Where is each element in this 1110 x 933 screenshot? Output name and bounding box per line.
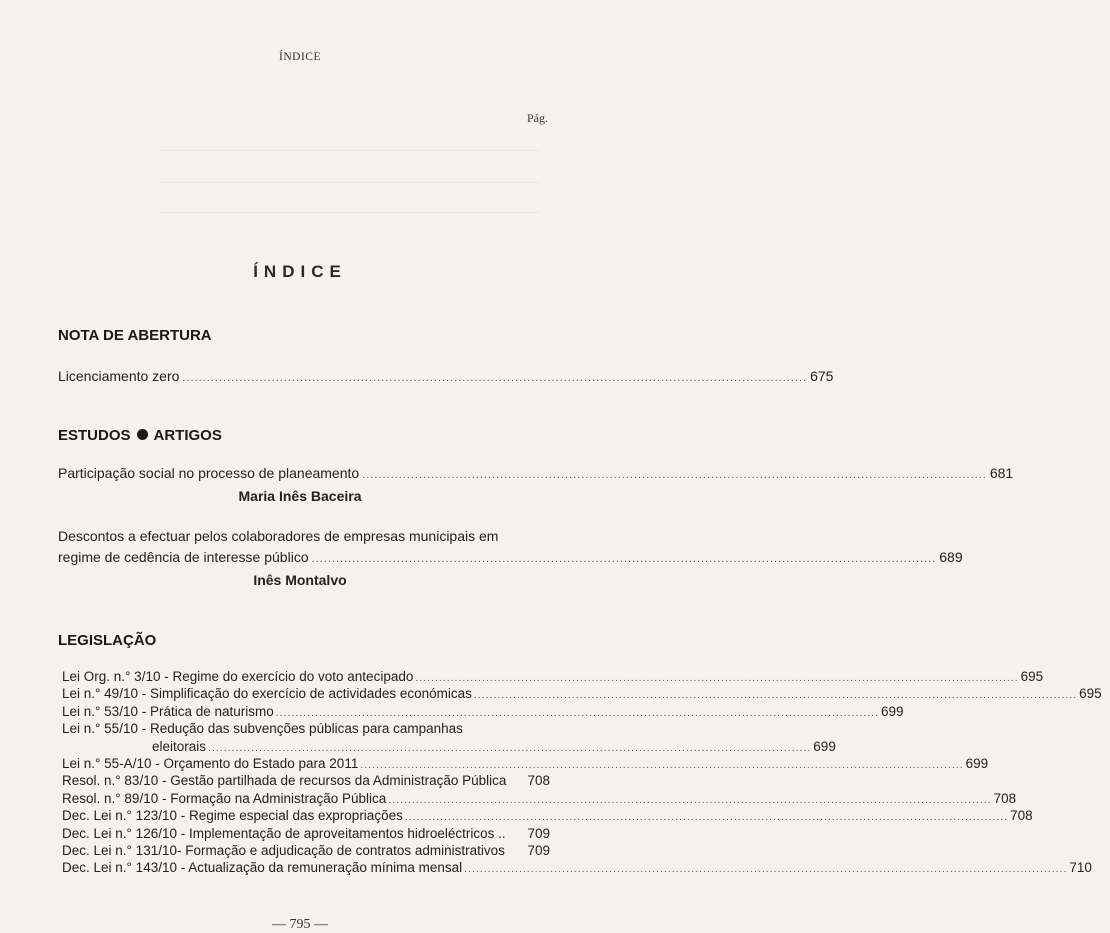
- dot-leader: ..........................................................................................................................................................: [362, 469, 987, 481]
- legislation-list: [62, 668, 1102, 877]
- entry-page-number: 699: [881, 703, 904, 719]
- entry-page-number: 708: [993, 790, 1017, 806]
- entry-title-line2: regime de cedência de interesse público: [58, 549, 309, 565]
- toc-entry[interactable]: [58, 367, 834, 387]
- entry-title: Dec. Lei n.° 123/10 - Regime especial das expropriações: [62, 808, 403, 824]
- section-heading-nota: NOTA DE ABERTURA: [58, 327, 212, 344]
- toc-entry[interactable]: [62, 842, 558, 859]
- entry-title-continuation: eleitorais: [152, 738, 207, 754]
- entry-title: Dec. Lei n.° 126/10 - Implementação de aproveitamentos hidroeléctricos ..: [62, 825, 506, 841]
- dot-leader: ..........................................................................................................................................................: [208, 741, 812, 754]
- entry-page-number: 708: [1010, 808, 1033, 824]
- entry-title-line1: Descontos a efectuar pelos colaboradores de empresas municipais em: [58, 528, 499, 544]
- toc-entry[interactable]: [62, 790, 1017, 807]
- toc-entry[interactable]: [62, 859, 1092, 876]
- entry-author: Inês Montalvo: [253, 572, 347, 588]
- toc-entry-continuation[interactable]: [62, 738, 836, 755]
- bullet-icon: [137, 429, 148, 440]
- dot-leader: ..........................................................................................................................................................: [360, 758, 964, 771]
- toc-entry[interactable]: [62, 755, 989, 772]
- dot-leader: ..........................................................................................................................................................: [182, 372, 808, 384]
- entry-title: Resol. n.° 89/10 - Formação na Administração Pública: [62, 790, 387, 806]
- index-title: ÍNDICE: [253, 262, 347, 281]
- heading-estudos: ESTUDOS: [58, 427, 131, 444]
- section-heading-legislacao: LEGISLAÇÃO: [58, 632, 157, 649]
- entry-title: Lei n.° 53/10 - Prática de naturismo: [62, 703, 274, 719]
- show-through-line: [160, 182, 540, 183]
- entry-title: Participação social no processo de planeamento: [58, 465, 360, 481]
- show-through-line: [160, 212, 540, 213]
- entry-title: Lei n.° 55/10 - Redução das subvenções públicas para campanhas: [62, 721, 463, 737]
- entry-page-number: 709: [527, 825, 550, 841]
- entry-title: Licenciamento zero: [58, 368, 180, 384]
- dot-leader: ..........................................................................................................................................................: [415, 672, 1019, 684]
- toc-entry[interactable]: [62, 685, 1102, 702]
- dot-leader: ..........................................................................................................................................................: [404, 811, 1009, 824]
- entry-page-number: 695: [1079, 686, 1102, 702]
- show-through-line: [160, 150, 540, 151]
- toc-entry[interactable]: [58, 464, 1014, 484]
- page-folio: — 795 —: [272, 917, 328, 932]
- dot-leader: ..........................................................................................................................................................: [311, 553, 937, 565]
- entry-page-number: 675: [810, 368, 834, 384]
- entry-author: Maria Inês Baceira: [238, 488, 362, 504]
- entry-page-number: 695: [1020, 669, 1044, 684]
- entry-title: Resol. n.° 83/10 - Gestão partilhada de recursos da Administração Pública: [62, 773, 507, 789]
- entry-page-number: 699: [965, 755, 989, 771]
- dot-leader: ..........................................................................................................................................................: [275, 706, 880, 719]
- entry-title: Lei n.° 49/10 - Simplificação do exercício de actividades económicas: [62, 686, 472, 702]
- entry-page-number: 689: [939, 549, 963, 565]
- toc-entry[interactable]: [62, 772, 558, 789]
- toc-entry[interactable]: [62, 825, 558, 842]
- dot-leader: ..........................................................................................................................................................: [388, 793, 992, 806]
- entry-title: Dec. Lei n.° 143/10 - Actualização da remuneração mínima mensal: [62, 860, 463, 876]
- entry-page-number: 699: [813, 738, 836, 754]
- entry-page-number: 709: [527, 842, 550, 858]
- entry-title: Lei n.° 55-A/10 - Orçamento do Estado para 2011: [62, 755, 359, 771]
- toc-entry[interactable]: [62, 807, 1033, 824]
- entry-page-number: 710: [1069, 860, 1092, 876]
- toc-entry[interactable]: [62, 720, 558, 737]
- entry-page-number: 708: [527, 773, 550, 789]
- page-column-label: Pág.: [527, 111, 548, 125]
- toc-entry[interactable]: [58, 527, 963, 568]
- dot-leader: ..........................................................................................................................................................: [473, 689, 1078, 702]
- running-head: ÍNDICE: [279, 51, 321, 63]
- entry-title: Lei Org. n.° 3/10 - Regime do exercício do voto antecipado: [62, 669, 414, 684]
- section-heading-estudos: [58, 427, 222, 444]
- toc-entry[interactable]: [62, 703, 904, 720]
- entry-page-number: 681: [989, 465, 1014, 481]
- dot-leader: ..........................................................................................................................................................: [464, 863, 1068, 876]
- toc-entry[interactable]: [62, 668, 1044, 685]
- entry-title: Dec. Lei n.° 131/10- Formação e adjudicação de contratos administrativos: [62, 842, 505, 858]
- heading-artigos: ARTIGOS: [153, 427, 222, 444]
